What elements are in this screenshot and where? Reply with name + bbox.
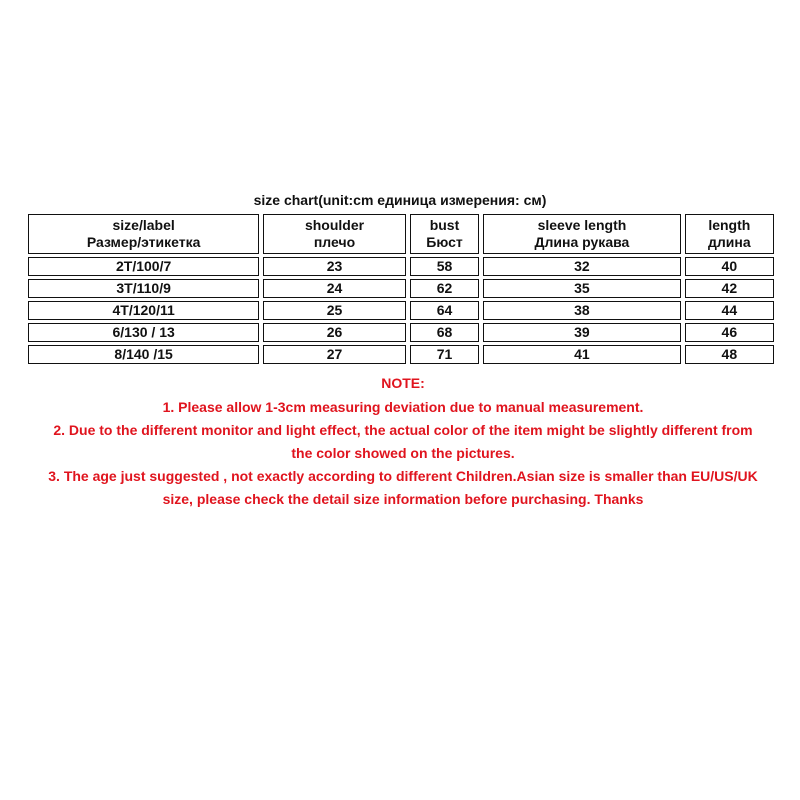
cell-size-label: 2T/100/7 [28,257,259,276]
table-row [28,257,774,276]
note-item-1: 1. Please allow 1-3cm measuring deviation due to manual measurement. [162,399,644,415]
cell-shoulder: 24 [263,279,406,298]
cell-length: 40 [685,257,774,276]
cell-size-label: 3T/110/9 [28,279,259,298]
cell-shoulder: 23 [263,257,406,276]
table-row [28,323,774,342]
cell-bust: 71 [410,345,479,364]
cell-sleeve-length: 41 [483,345,681,364]
cell-sleeve-length: 38 [483,301,681,320]
header-size-label: size/label Размер/этикетка [28,214,259,254]
cell-sleeve-length: 32 [483,257,681,276]
cell-size-label: 8/140 /15 [28,345,259,364]
table-row [28,279,774,298]
header-bust: bust Бюст [410,214,479,254]
cell-size-label: 6/130 / 13 [28,323,259,342]
cell-shoulder: 25 [263,301,406,320]
note-item-2 [28,419,778,465]
note-item-3 [28,465,778,511]
cell-length: 42 [685,279,774,298]
cell-length: 48 [685,345,774,364]
header-length: length длина [685,214,774,254]
cell-size-label: 4T/120/11 [28,301,259,320]
header-shoulder: shoulder плечо [263,214,406,254]
table-row [28,345,774,364]
cell-length: 44 [685,301,774,320]
cell-sleeve-length: 35 [483,279,681,298]
cell-bust: 64 [410,301,479,320]
cell-bust: 68 [410,323,479,342]
cell-length: 46 [685,323,774,342]
cell-bust: 58 [410,257,479,276]
cell-shoulder: 26 [263,323,406,342]
size-chart-table [28,211,774,367]
chart-title: size chart(unit:cm единица измерения: см) [253,192,547,208]
note-item-3-line-1: 3. The age just suggested , not exactly according to different Children.Asian size is smaller than EU/US/UK [48,468,758,484]
notes-section [28,372,778,511]
note-item-2-line-1: 2. Due to the different monitor and light effect, the actual color of the item might be slightly different from [53,422,753,438]
note-item-2-line-2: the color showed on the pictures. [291,445,515,461]
note-item-3-line-2: size, please check the detail size information before purchasing. Thanks [162,491,644,507]
cell-sleeve-length: 39 [483,323,681,342]
table-row [28,301,774,320]
cell-bust: 62 [410,279,479,298]
cell-shoulder: 27 [263,345,406,364]
header-sleeve-length: sleeve length Длина рукава [483,214,681,254]
table-header-row [28,214,774,254]
note-heading: NOTE: [381,375,425,391]
